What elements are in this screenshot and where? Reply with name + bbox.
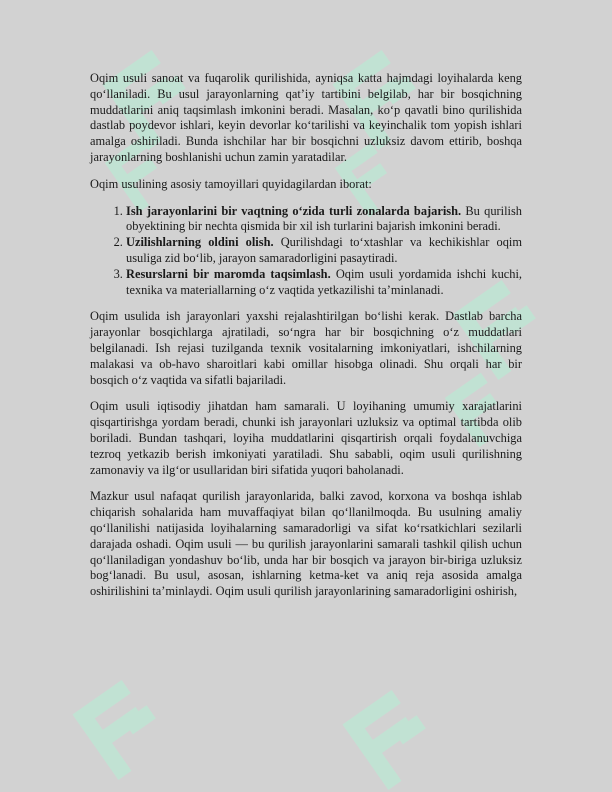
list-item-text: Qurilishdagi toʻxtashlar va kechikishlar oqim usuliga zid boʻlib, jarayon samaradorligini pasaytiradi. — [126, 235, 522, 265]
list-item — [126, 235, 522, 267]
paragraph-principles-lead: Oqim usulining asosiy tamoyillari quyidagilardan iborat: — [90, 176, 372, 191]
paragraph-economic: Oqim usuli iqtisodiy jihatdan ham samarali. U loyihaning umumiy xarajatlarini qisqartirishga yordam beradi, chunki ish jarayonlari uzluksiz va optimal tartibda olib boriladi. Bundan tashqari, loyiha muddatlarini qisqartirish orqali foydalanuvchiga tezroq yetkazib berish imkoniyati yaratiladi. Shu sababli, oqim usuli qurilishning zamonaviy va ilgʻor usullaridan biri sifatida yuqori baholanadi. — [90, 399, 522, 477]
list-item — [126, 267, 522, 299]
list-item-title: Resurslarni bir maromda taqsimlash. — [126, 266, 331, 281]
list-item — [126, 204, 522, 236]
paragraph-intro: Oqim usuli sanoat va fuqarolik qurilishida, ayniqsa katta hajmdagi loyihalarda keng qoʻllaniladi. Bu usul jarayonlarning qatʼiy tartibini belgilab, har bir bosqichning muddatlarini aniq taqsimlash imkonini beradi. Masalan, koʻp qavatli bino qurilishida dastlab poydevor ishlari, keyin devorlar koʻtarilishi va keyinchalik tom yopish ishlari amalga oshiriladi. Bunda ishchilar har bir bosqichni uzluksiz davom ettirib, boshqa jarayonlarning boshlanishi uchun zamin yaratadilar. — [90, 71, 522, 164]
paragraph-planning: Oqim usulida ish jarayonlari yaxshi rejalashtirilgan boʻlishi kerak. Dastlab barcha jarayonlar bosqichlarga ajratiladi, soʻngra har bir bosqichning oʻz muddatlari belgilanadi. Ish rejasi tuzilganda texnik vositalarning imkoniyatlari, ishchilarning malakasi va ob-havo sharoitlari kabi omillar hisobga olinadi. Shu orqali har bir bosqich oʻz vaqtida va sifatli bajariladi. — [90, 309, 522, 387]
list-item-title: Uzilishlarning oldini olish. — [126, 235, 274, 250]
principles-list — [90, 204, 522, 299]
paragraph-application: Mazkur usul nafaqat qurilish jarayonlarida, balki zavod, korxona va boshqa ishlab chiqarish sohalarida ham muvaffaqiyat bilan qoʻllanilmoqda. Bu usulning amaliy qoʻllanilishi natijasida loyihalarning samaradorligi va sifat koʻrsatkichlari sezilarli darajada oshadi. Oqim usuli — bu qurilish jarayonlarini samarali tashkil qilish uchun qoʻllaniladigan yondashuv boʻlib, unda har bir bosqich va jarayon bir-biriga uzluksiz bogʻlanadi. Bu usul, asosan, ishlarning ketma-ket va aniq reja asosida amalga oshirilishini taʼminlaydi. Oqim usuli qurilish jarayonlarining samaradorligini oshirish, — [90, 489, 522, 599]
list-item-text: Bu qurilish obyektining bir nechta qismida bir xil ish turlarini bajarish imkonini beradi. — [126, 203, 522, 234]
document-page — [90, 71, 522, 611]
list-item-title: Ish jarayonlarini bir vaqtning oʻzida turli zonalarda bajarish. — [126, 203, 462, 218]
list-item-text: Oqim usuli yordamida ishchi kuchi, texnika va materiallarning oʻz vaqtida yetkazilishi taʼminlanadi. — [126, 266, 522, 297]
s-logo-watermark-icon — [72, 677, 172, 780]
s-logo-watermark-icon — [342, 687, 442, 790]
